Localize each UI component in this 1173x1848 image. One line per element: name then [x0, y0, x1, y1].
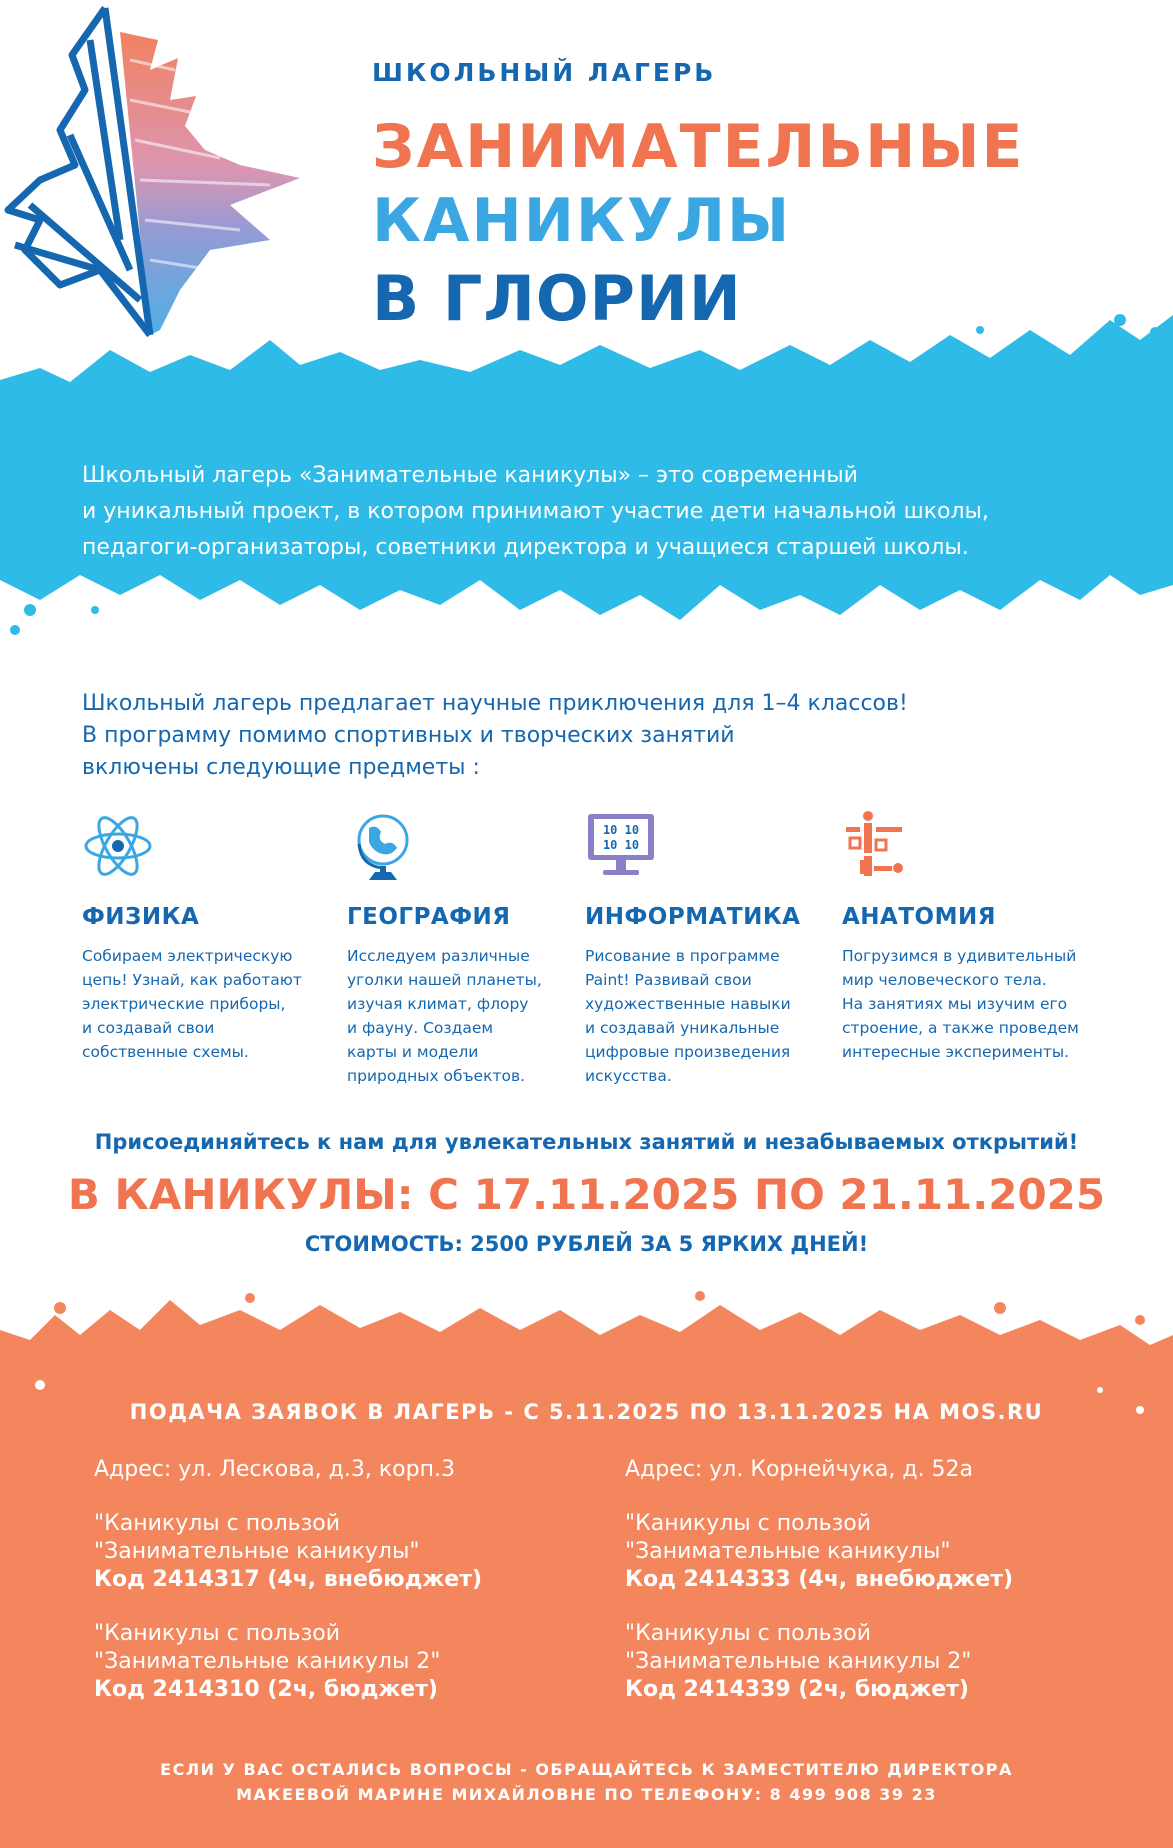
subject-title: ГЕОГРАФИЯ — [347, 904, 511, 930]
subject-description: Погрузимся в удивительный мир человеческого тела. На занятиях мы изучим его строение, а также проведем интересные эксперименты. — [842, 947, 1079, 1061]
intro-line: Школьный лагерь «Занимательные каникулы» – это современный — [82, 463, 858, 488]
intro-text — [82, 458, 1122, 566]
svg-text:10 10: 10 10 — [602, 823, 640, 837]
footer-line: МАКЕЕВОЙ МАРИНЕ МИХАЙЛОВНЕ ПО ТЕЛЕФОНУ: 8 499 908 39 23 — [236, 1785, 937, 1804]
subject-title: ФИЗИКА — [82, 904, 200, 930]
subject-title: АНАТОМИЯ — [842, 904, 996, 930]
program-name: "Каникулы с пользой — [625, 1511, 872, 1536]
program-name: "Занимательные каникулы" — [94, 1539, 420, 1564]
svg-text:10 10: 10 10 — [602, 838, 640, 852]
program-code: Код 2414339 (2ч, бюджет) — [625, 1677, 969, 1702]
subject-physics — [82, 810, 332, 1064]
application-info: ПОДАЧА ЗАЯВОК В ЛАГЕРЬ - С 5.11.2025 ПО 13.11.2025 НА MOS.RU — [129, 1400, 1044, 1424]
offer-line: Школьный лагерь предлагает научные приключения для 1–4 классов! — [82, 691, 908, 716]
human-anatomy-icon — [842, 810, 914, 882]
subject-description: Исследуем различные уголки нашей планеты, изучая климат, флору и фауну. Создаем карты и модели природных объектов. — [347, 947, 542, 1085]
offer-text — [82, 688, 1122, 784]
program-name: "Каникулы с пользой — [625, 1621, 872, 1646]
join-invitation: Присоединяйтесь к нам для увлекательных занятий и незабываемых открытий! — [94, 1130, 1079, 1154]
camp-cost: СТОИМОСТЬ: 2500 РУБЛЕЙ ЗА 5 ЯРКИХ ДНЕЙ! — [304, 1232, 869, 1256]
contact-footer — [0, 1757, 1173, 1807]
title-line-3: В ГЛОРИИ — [372, 262, 742, 335]
intro-line: и уникальный проект, в котором принимают участие дети начальной школы, — [82, 499, 989, 524]
program-code: Код 2414333 (4ч, внебюджет) — [625, 1567, 1013, 1592]
location-column-1 — [94, 1456, 614, 1730]
location-address: Адрес: ул. Лескова, д.3, корп.3 — [94, 1457, 455, 1482]
globe-icon — [347, 810, 419, 882]
offer-line: включены следующие предметы : — [82, 755, 480, 780]
camp-dates: В КАНИКУЛЫ: С 17.11.2025 ПО 21.11.2025 — [67, 1170, 1106, 1219]
location-address: Адрес: ул. Корнейчука, д. 52а — [625, 1457, 974, 1482]
maple-leaf-logo-icon — [0, 0, 330, 360]
program-name: "Занимательные каникулы 2" — [94, 1649, 441, 1674]
program-name: "Занимательные каникулы 2" — [625, 1649, 972, 1674]
title-line-2: КАНИКУЛЫ — [372, 186, 792, 256]
subject-anatomy — [842, 810, 1112, 1064]
location-column-2 — [625, 1456, 1145, 1730]
camp-subtitle: ШКОЛЬНЫЙ ЛАГЕРЬ — [372, 58, 717, 87]
title-line-1: ЗАНИМАТЕЛЬНЫЕ — [372, 112, 1025, 182]
subject-informatics — [585, 810, 825, 1088]
subject-geography — [347, 810, 577, 1088]
footer-line: ЕСЛИ У ВАС ОСТАЛИСЬ ВОПРОСЫ - ОБРАЩАЙТЕСЬ К ЗАМЕСТИТЕЛЮ ДИРЕКТОРА — [160, 1760, 1013, 1779]
program-code: Код 2414317 (4ч, внебюджет) — [94, 1567, 482, 1592]
subject-description: Рисование в программе Paint! Развивай свои художественные навыки и создавай уникальные цифровые произведения искусства. — [585, 947, 791, 1085]
program-name: "Каникулы с пользой — [94, 1511, 341, 1536]
binary-monitor-icon — [585, 810, 657, 882]
subject-description: Собираем электрическую цепь! Узнай, как работают электрические приборы, и создавай свои собственные схемы. — [82, 947, 302, 1061]
program-code: Код 2414310 (2ч, бюджет) — [94, 1677, 438, 1702]
intro-line: педагоги-организаторы, советники директора и учащиеся старшей школы. — [82, 535, 969, 560]
subject-title: ИНФОРМАТИКА — [585, 904, 801, 930]
offer-line: В программу помимо спортивных и творческих занятий — [82, 723, 735, 748]
program-name: "Каникулы с пользой — [94, 1621, 341, 1646]
program-name: "Занимательные каникулы" — [625, 1539, 951, 1564]
atom-icon — [82, 810, 154, 882]
